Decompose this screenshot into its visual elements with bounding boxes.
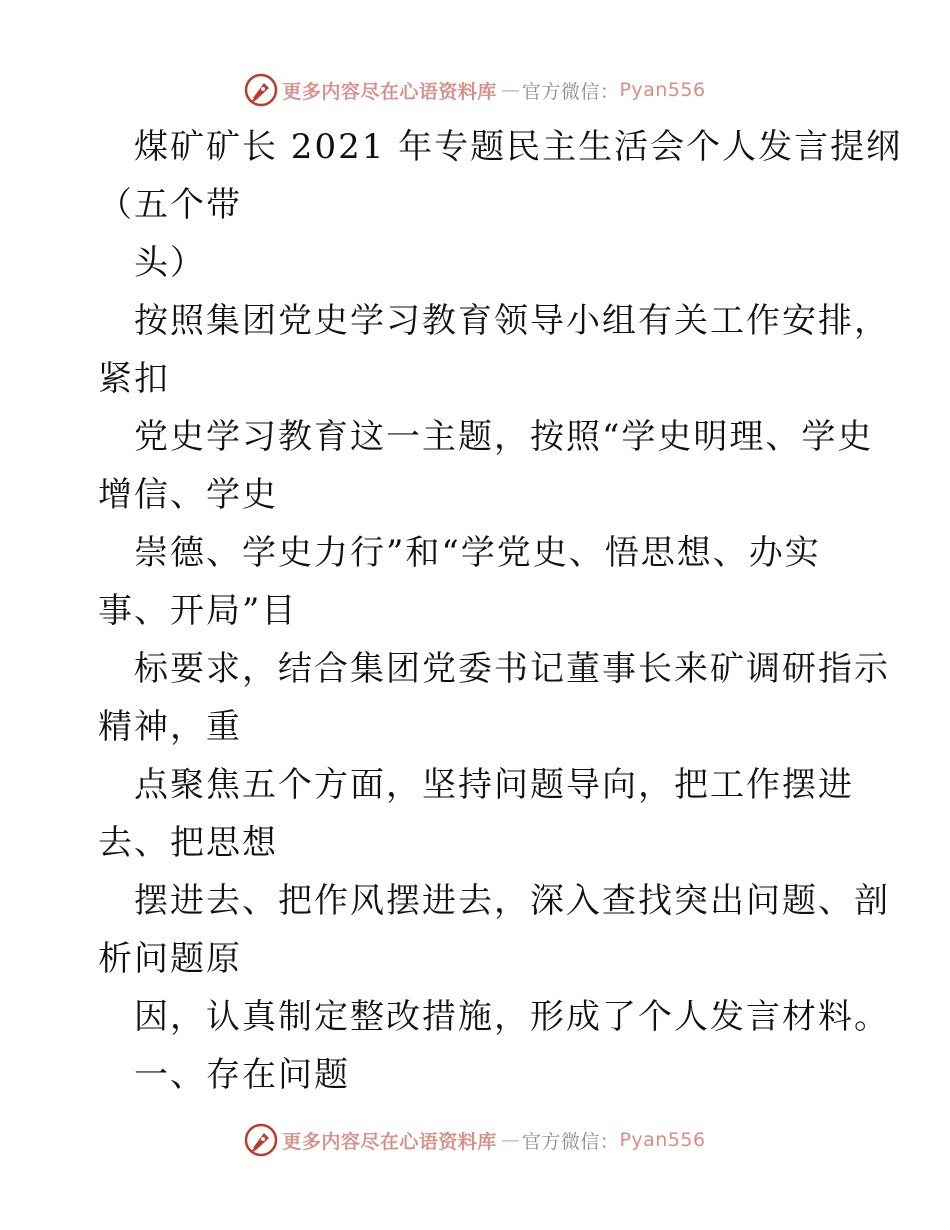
document-line: 紧扣 (98, 359, 170, 399)
document-line: 摆进去、把作风摆进去，深入查找突出问题、剖 (134, 881, 890, 921)
watermark-main-text: 更多内容尽在心语资料库 (282, 80, 497, 103)
document-line: 精神，重 (98, 707, 242, 747)
watermark-wechat-id: Pyan556 (619, 79, 706, 101)
document-line: （五个带 (98, 185, 242, 225)
document-line: 点聚焦五个方面，坚持问题导向，把工作摆进 (134, 765, 854, 805)
document-line: 去、把思想 (98, 823, 278, 863)
watermark-dash: — (500, 1129, 518, 1151)
watermark-main-text: 更多内容尽在心语资料库 (282, 1130, 497, 1153)
document-line: 事、开局”目 (98, 591, 298, 631)
watermark-footer (0, 1120, 950, 1160)
pen-nib-logo-icon (244, 1123, 278, 1157)
watermark-wechat-label: 官方微信： (521, 1130, 620, 1153)
document-line: 因，认真制定整改措施，形成了个人发言材料。 (134, 997, 890, 1037)
document-line: 增信、学史 (98, 475, 278, 515)
document-title: 煤矿矿长 2021 年专题民主生活会个人发言提纲 (134, 127, 903, 167)
document-line: 崇德、学史力行”和“学党史、悟思想、办实 (134, 533, 821, 573)
pen-nib-logo-icon (244, 73, 278, 107)
watermark-dash: — (500, 79, 518, 101)
document-line: 标要求，结合集团党委书记董事长来矿调研指示 (134, 649, 890, 689)
document-line: 党史学习教育这一主题，按照“学史明理、学史 (134, 417, 874, 457)
watermark-wechat-id: Pyan556 (619, 1129, 706, 1151)
document-line: 头） (134, 243, 206, 283)
document-line: 按照集团党史学习教育领导小组有关工作安排， (134, 301, 890, 341)
section-heading: 一、存在问题 (134, 1055, 350, 1095)
watermark-header (0, 70, 950, 110)
watermark-wechat-label: 官方微信： (521, 80, 620, 103)
document-line: 析问题原 (98, 939, 242, 979)
